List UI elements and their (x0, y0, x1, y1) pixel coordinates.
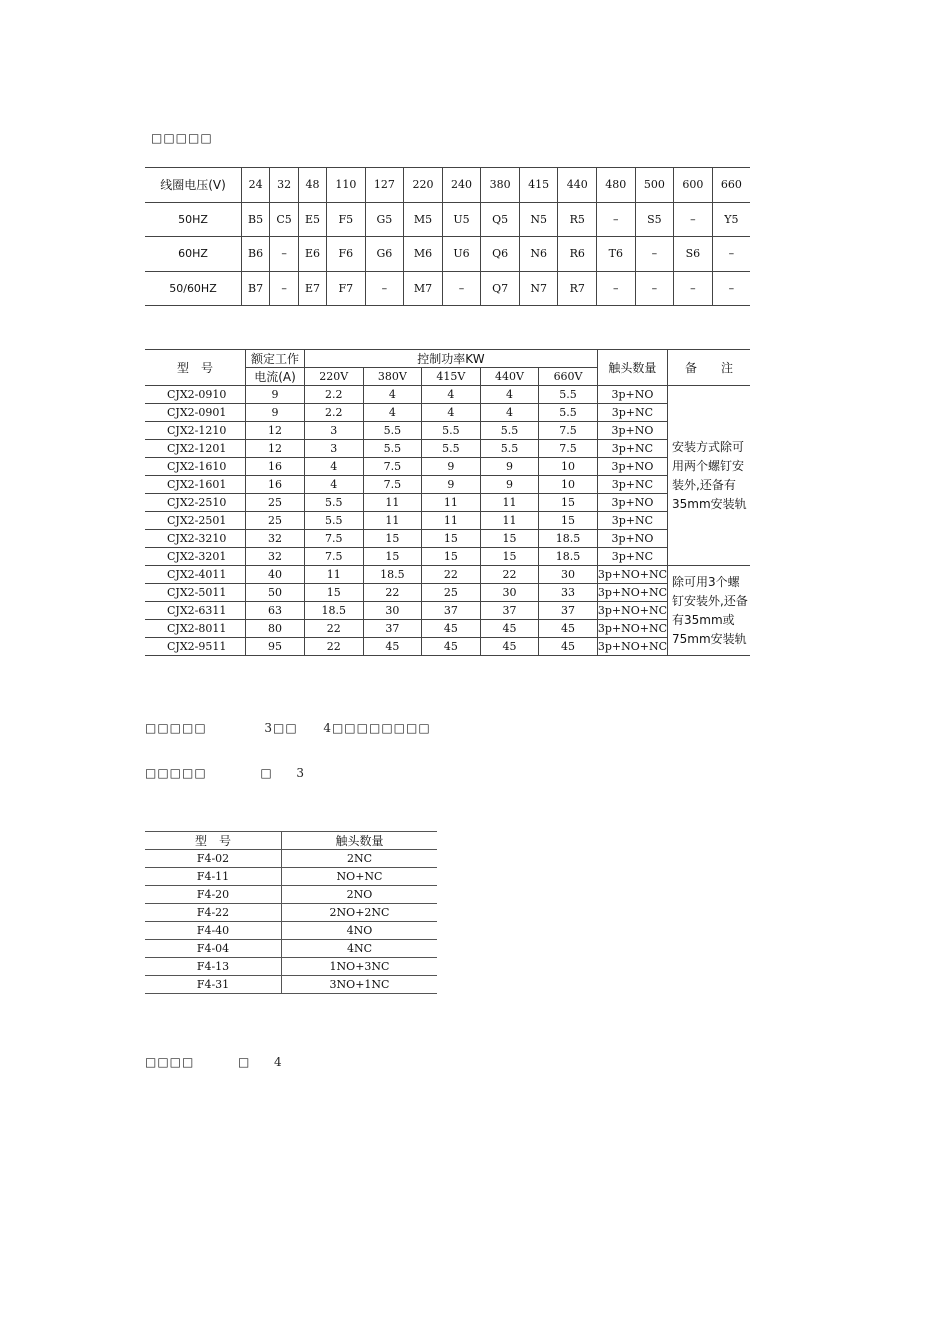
header-voltage: 220V (305, 368, 364, 386)
power-cell: 5.5 (363, 422, 422, 440)
power-cell: 5.5 (422, 422, 481, 440)
current-cell: 32 (246, 530, 305, 548)
power-cell: 11 (363, 494, 422, 512)
model-row (145, 476, 750, 494)
contacts-cell: 3p+NC (597, 440, 667, 458)
model-spec-table (145, 349, 750, 656)
current-cell: 25 (246, 512, 305, 530)
coil-code-cell: – (442, 271, 481, 306)
coil-voltage-cell: 127 (365, 168, 404, 203)
contacts-cell: 3p+NO (597, 386, 667, 404)
coil-code-cell: – (712, 271, 750, 306)
model-cell: CJX2-6311 (145, 602, 246, 620)
model-row (145, 566, 750, 584)
power-cell: 4 (305, 458, 364, 476)
power-cell: 4 (422, 386, 481, 404)
power-cell: 18.5 (539, 548, 598, 566)
current-cell: 80 (246, 620, 305, 638)
caption-aux-c: 4□□□□□□□□ (323, 721, 431, 735)
aux-model-cell: F4-31 (145, 976, 282, 994)
coil-code-cell: M5 (404, 202, 443, 237)
power-cell: 10 (539, 458, 598, 476)
contacts-cell: 3p+NC (597, 548, 667, 566)
coil-header-row (145, 168, 750, 203)
coil-code-cell: N5 (519, 202, 558, 237)
coil-code-cell: R6 (558, 237, 597, 272)
caption-aux-contacts (145, 721, 431, 735)
coil-code-cell: B7 (242, 271, 270, 306)
power-cell: 5.5 (422, 440, 481, 458)
model-cell: CJX2-4011 (145, 566, 246, 584)
current-cell: 12 (246, 440, 305, 458)
caption-table4 (145, 1055, 283, 1069)
power-cell: 4 (363, 386, 422, 404)
current-cell: 9 (246, 386, 305, 404)
model-cell: CJX2-1601 (145, 476, 246, 494)
coil-code-cell: M6 (404, 237, 443, 272)
power-cell: 30 (363, 602, 422, 620)
caption-aux-b: 3□□ (264, 721, 298, 735)
power-cell: 7.5 (363, 476, 422, 494)
power-cell: 15 (480, 530, 539, 548)
aux-contacts-cell: NO+NC (282, 868, 438, 886)
power-cell: 5.5 (539, 404, 598, 422)
power-cell: 45 (422, 620, 481, 638)
contacts-cell: 3p+NO+NC (597, 584, 667, 602)
contacts-cell: 3p+NO (597, 494, 667, 512)
header-voltage: 415V (422, 368, 481, 386)
contacts-cell: 3p+NO+NC (597, 638, 667, 656)
coil-code-cell: U6 (442, 237, 481, 272)
coil-voltage-cell: 480 (597, 168, 636, 203)
power-cell: 45 (539, 638, 598, 656)
power-cell: 9 (480, 476, 539, 494)
current-cell: 95 (246, 638, 305, 656)
model-row (145, 512, 750, 530)
aux-contacts-cell: 3NO+1NC (282, 976, 438, 994)
contacts-cell: 3p+NC (597, 476, 667, 494)
power-cell: 4 (363, 404, 422, 422)
model-cell: CJX2-1610 (145, 458, 246, 476)
aux-model-cell: F4-13 (145, 958, 282, 976)
coil-code-cell: F5 (327, 202, 366, 237)
header-voltage: 660V (539, 368, 598, 386)
contacts-cell: 3p+NC (597, 404, 667, 422)
power-cell: 5.5 (363, 440, 422, 458)
power-cell: 22 (305, 638, 364, 656)
power-cell: 15 (422, 530, 481, 548)
coil-code-cell: Q7 (481, 271, 520, 306)
contacts-cell: 3p+NO (597, 458, 667, 476)
aux-contact-table (145, 831, 437, 994)
power-cell: 37 (422, 602, 481, 620)
coil-header-label: 线圈电压(V) (145, 168, 242, 203)
coil-code-cell: N6 (519, 237, 558, 272)
coil-row-label: 60HZ (145, 237, 242, 272)
coil-code-cell: G5 (365, 202, 404, 237)
model-row (145, 494, 750, 512)
current-cell: 63 (246, 602, 305, 620)
aux-row (145, 922, 437, 940)
coil-code-cell: Q5 (481, 202, 520, 237)
header-remark: 备 注 (668, 350, 751, 386)
model-cell: CJX2-3210 (145, 530, 246, 548)
coil-code-cell: M7 (404, 271, 443, 306)
power-cell: 33 (539, 584, 598, 602)
model-row (145, 386, 750, 404)
coil-code-cell: B6 (242, 237, 270, 272)
power-cell: 15 (363, 530, 422, 548)
model-cell: CJX2-5011 (145, 584, 246, 602)
contacts-cell: 3p+NO (597, 422, 667, 440)
power-cell: 5.5 (305, 494, 364, 512)
coil-code-cell: C5 (270, 202, 299, 237)
model-cell: CJX2-8011 (145, 620, 246, 638)
power-cell: 5.5 (480, 440, 539, 458)
current-cell: 40 (246, 566, 305, 584)
coil-code-cell: – (674, 271, 713, 306)
model-row (145, 602, 750, 620)
power-cell: 9 (422, 476, 481, 494)
power-cell: 25 (422, 584, 481, 602)
coil-code-cell: S5 (635, 202, 674, 237)
coil-voltage-cell: 220 (404, 168, 443, 203)
power-cell: 4 (480, 386, 539, 404)
coil-voltage-cell: 415 (519, 168, 558, 203)
power-cell: 4 (422, 404, 481, 422)
coil-voltage-cell: 32 (270, 168, 299, 203)
aux-contacts-cell: 1NO+3NC (282, 958, 438, 976)
aux-model-cell: F4-40 (145, 922, 282, 940)
header-model: 型 号 (145, 350, 246, 386)
model-row (145, 638, 750, 656)
coil-code-cell: U5 (442, 202, 481, 237)
power-cell: 45 (363, 638, 422, 656)
coil-row (145, 202, 750, 237)
model-row (145, 404, 750, 422)
coil-code-cell: E5 (298, 202, 326, 237)
current-cell: 16 (246, 458, 305, 476)
contacts-cell: 3p+NO+NC (597, 620, 667, 638)
power-cell: 45 (422, 638, 481, 656)
coil-voltage-cell: 500 (635, 168, 674, 203)
aux-contacts-cell: 4NC (282, 940, 438, 958)
power-cell: 3 (305, 440, 364, 458)
model-cell: CJX2-9511 (145, 638, 246, 656)
coil-voltage-cell: 600 (674, 168, 713, 203)
model-row (145, 458, 750, 476)
power-cell: 4 (305, 476, 364, 494)
power-cell: 7.5 (539, 422, 598, 440)
caption-t4-c: 4 (274, 1055, 283, 1069)
coil-voltage-cell: 48 (298, 168, 326, 203)
coil-code-cell: – (712, 237, 750, 272)
caption-t3-b: □ (260, 766, 273, 780)
coil-voltage-cell: 440 (558, 168, 597, 203)
caption-t3-c: 3 (296, 766, 305, 780)
remark-small-frames: 安装方式除可用两个螺钉安装外,还备有35mm安装轨 (668, 386, 751, 566)
power-cell: 22 (480, 566, 539, 584)
power-cell: 7.5 (305, 530, 364, 548)
aux-model-cell: F4-02 (145, 850, 282, 868)
power-cell: 11 (480, 512, 539, 530)
power-cell: 18.5 (363, 566, 422, 584)
power-cell: 15 (363, 548, 422, 566)
coil-code-cell: – (597, 202, 636, 237)
coil-code-cell: F7 (327, 271, 366, 306)
aux-contacts-cell: 2NO+2NC (282, 904, 438, 922)
header-voltage: 440V (480, 368, 539, 386)
coil-voltage-table (145, 167, 750, 306)
coil-voltage-cell: 660 (712, 168, 750, 203)
coil-code-cell: – (597, 271, 636, 306)
power-cell: 22 (305, 620, 364, 638)
power-cell: 45 (480, 620, 539, 638)
power-cell: 11 (480, 494, 539, 512)
aux-row (145, 976, 437, 994)
header-voltage: 380V (363, 368, 422, 386)
coil-voltage-cell: 110 (327, 168, 366, 203)
coil-row-label: 50HZ (145, 202, 242, 237)
header-power: 控制功率KW (305, 350, 598, 368)
current-cell: 9 (246, 404, 305, 422)
coil-code-cell: – (635, 271, 674, 306)
aux-contacts-cell: 2NC (282, 850, 438, 868)
model-cell: CJX2-2501 (145, 512, 246, 530)
current-cell: 12 (246, 422, 305, 440)
power-cell: 15 (539, 512, 598, 530)
power-cell: 7.5 (363, 458, 422, 476)
aux-row (145, 904, 437, 922)
power-cell: 37 (480, 602, 539, 620)
coil-voltage-cell: 24 (242, 168, 270, 203)
coil-code-cell: Y5 (712, 202, 750, 237)
coil-row (145, 237, 750, 272)
aux-row (145, 868, 437, 886)
power-cell: 7.5 (539, 440, 598, 458)
model-cell: CJX2-2510 (145, 494, 246, 512)
caption-aux-a: □□□□□ (145, 721, 207, 735)
power-cell: 11 (422, 494, 481, 512)
power-cell: 45 (480, 638, 539, 656)
model-cell: CJX2-0910 (145, 386, 246, 404)
caption-t3-a: □□□□□ (145, 766, 207, 780)
aux-model-cell: F4-11 (145, 868, 282, 886)
coil-code-cell: E7 (298, 271, 326, 306)
power-cell: 30 (480, 584, 539, 602)
aux-contacts-cell: 2NO (282, 886, 438, 904)
caption-t4-a: □□□□ (145, 1055, 195, 1069)
coil-code-cell: G6 (365, 237, 404, 272)
power-cell: 11 (363, 512, 422, 530)
power-cell: 15 (480, 548, 539, 566)
model-row (145, 530, 750, 548)
coil-code-cell: – (674, 202, 713, 237)
contacts-cell: 3p+NC (597, 512, 667, 530)
power-cell: 22 (422, 566, 481, 584)
aux-row (145, 850, 437, 868)
power-cell: 5.5 (539, 386, 598, 404)
coil-code-cell: Q6 (481, 237, 520, 272)
model-cell: CJX2-1210 (145, 422, 246, 440)
power-cell: 11 (305, 566, 364, 584)
coil-row-label: 50/60HZ (145, 271, 242, 306)
power-cell: 5.5 (305, 512, 364, 530)
power-cell: 4 (480, 404, 539, 422)
aux-header-contacts: 触头数量 (282, 832, 438, 850)
aux-model-cell: F4-04 (145, 940, 282, 958)
caption-t4-b: □ (238, 1055, 251, 1069)
power-cell: 37 (539, 602, 598, 620)
current-cell: 16 (246, 476, 305, 494)
coil-voltage-cell: 380 (481, 168, 520, 203)
power-cell: 15 (305, 584, 364, 602)
model-row (145, 440, 750, 458)
aux-row (145, 940, 437, 958)
coil-code-cell: – (270, 237, 299, 272)
coil-code-cell: – (365, 271, 404, 306)
coil-code-cell: T6 (597, 237, 636, 272)
header-current-2: 电流(A) (246, 368, 305, 386)
power-cell: 2.2 (305, 404, 364, 422)
caption-table3 (145, 766, 305, 780)
model-cell: CJX2-1201 (145, 440, 246, 458)
coil-code-cell: R5 (558, 202, 597, 237)
header-contacts: 触头数量 (597, 350, 667, 386)
remark-large-frames: 除可用3个螺钉安装外,还备有35mm或75mm安装轨 (668, 566, 751, 656)
model-row (145, 584, 750, 602)
coil-code-cell: F6 (327, 237, 366, 272)
power-cell: 7.5 (305, 548, 364, 566)
power-cell: 15 (422, 548, 481, 566)
aux-contacts-cell: 4NO (282, 922, 438, 940)
power-cell: 45 (539, 620, 598, 638)
model-cell: CJX2-3201 (145, 548, 246, 566)
power-cell: 10 (539, 476, 598, 494)
power-cell: 22 (363, 584, 422, 602)
power-cell: 37 (363, 620, 422, 638)
coil-code-cell: S6 (674, 237, 713, 272)
coil-code-cell: N7 (519, 271, 558, 306)
power-cell: 5.5 (480, 422, 539, 440)
power-cell: 18.5 (305, 602, 364, 620)
contacts-cell: 3p+NO+NC (597, 566, 667, 584)
current-cell: 50 (246, 584, 305, 602)
model-row (145, 620, 750, 638)
coil-row (145, 271, 750, 306)
power-cell: 11 (422, 512, 481, 530)
coil-code-cell: – (635, 237, 674, 272)
model-row (145, 422, 750, 440)
caption-coil-code: □□□□□ (151, 131, 213, 145)
power-cell: 9 (422, 458, 481, 476)
coil-voltage-cell: 240 (442, 168, 481, 203)
aux-model-cell: F4-20 (145, 886, 282, 904)
contacts-cell: 3p+NO (597, 530, 667, 548)
power-cell: 2.2 (305, 386, 364, 404)
current-cell: 32 (246, 548, 305, 566)
coil-code-cell: R7 (558, 271, 597, 306)
aux-model-cell: F4-22 (145, 904, 282, 922)
coil-code-cell: E6 (298, 237, 326, 272)
power-cell: 15 (539, 494, 598, 512)
model-cell: CJX2-0901 (145, 404, 246, 422)
coil-code-cell: B5 (242, 202, 270, 237)
power-cell: 3 (305, 422, 364, 440)
header-current-1: 额定工作 (246, 350, 305, 368)
aux-header-model: 型 号 (145, 832, 282, 850)
coil-code-cell: – (270, 271, 299, 306)
contacts-cell: 3p+NO+NC (597, 602, 667, 620)
model-row (145, 548, 750, 566)
power-cell: 9 (480, 458, 539, 476)
current-cell: 25 (246, 494, 305, 512)
power-cell: 18.5 (539, 530, 598, 548)
aux-row (145, 958, 437, 976)
power-cell: 30 (539, 566, 598, 584)
aux-row (145, 886, 437, 904)
